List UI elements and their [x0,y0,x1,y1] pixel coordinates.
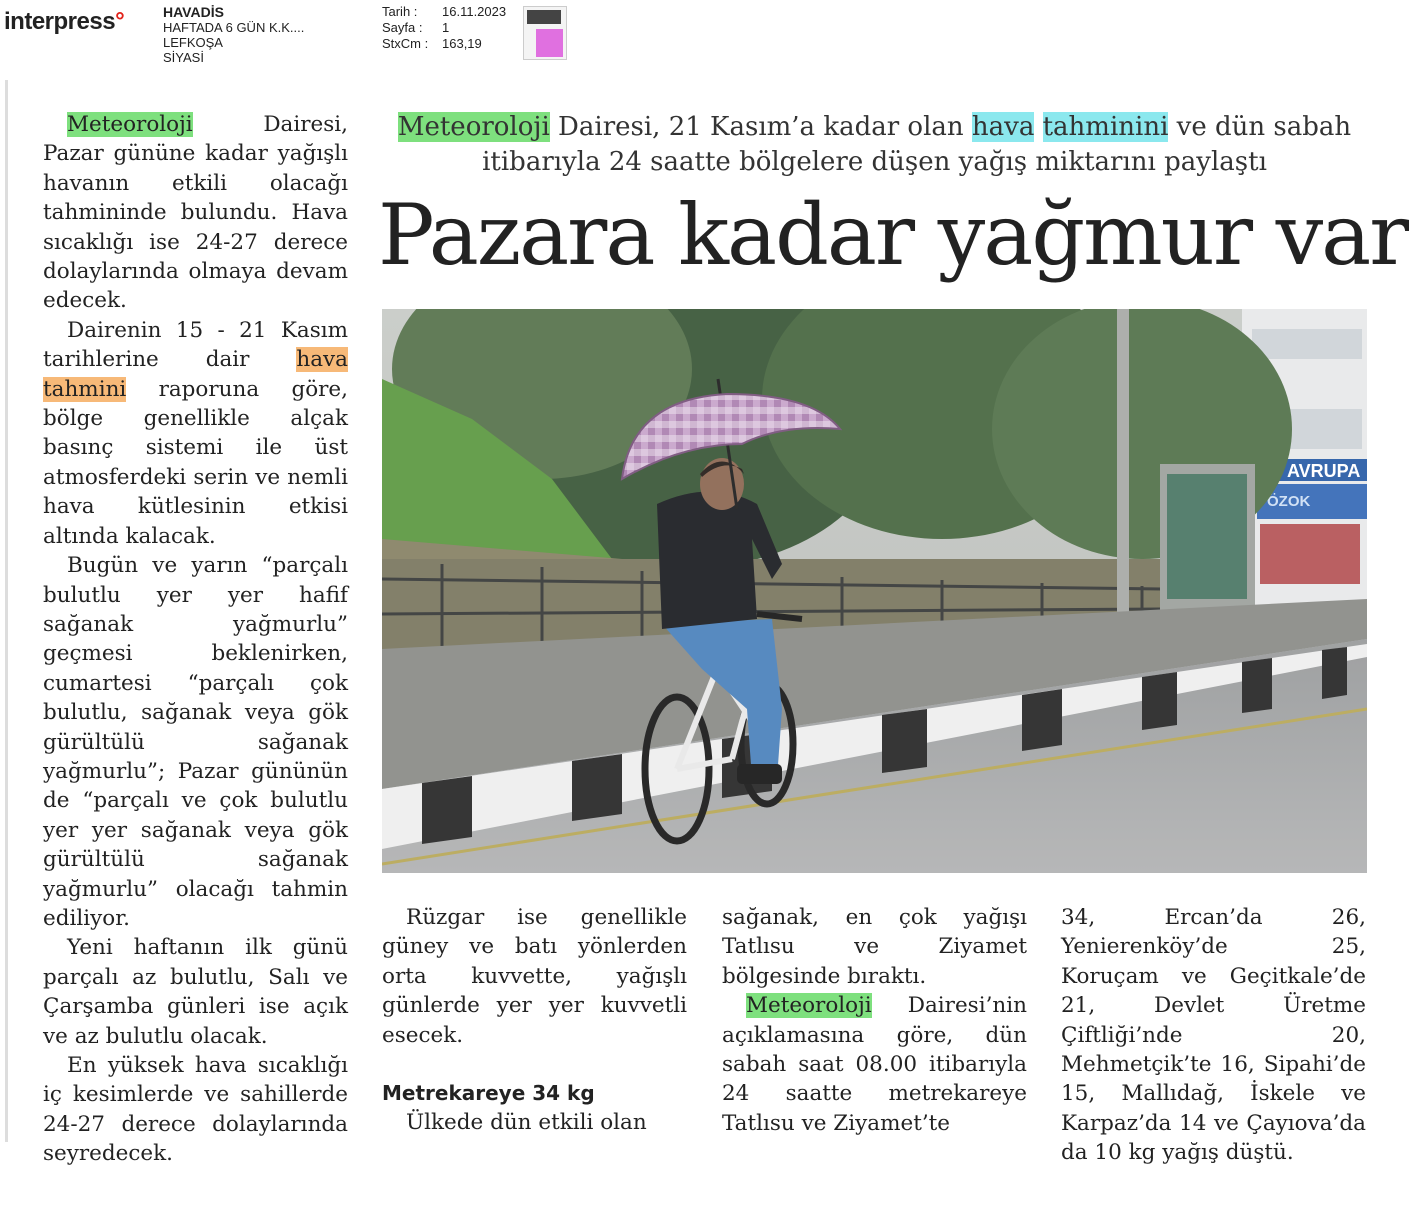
highlight-hava-tahmini: hava tahmini [43,347,348,402]
subhead-metrekareye: Metrekareye 34 kg [382,1081,595,1106]
size-label: StxCm : [382,36,429,51]
publication-name: HAVADİS [163,4,224,20]
photo-sign-text: AVRUPA [1287,461,1361,481]
left-paragraph-3: Bugün ve yarın “parçalı bulutlu yer yer hafif sağanak yağmurlu” geçmesi beklenirken, cumartesi “parçalı çok bulutlu, sağanak veya gök gürültülü sağanak yağmurlu”; Pazar gününün de “parçalı ve çok bulutlu yer yer sağanak veya gök gürültülü sağanak yağmurlu” olacağı tahmin ediliyor. [43,553,348,931]
cyclist-umbrella-image [382,309,1367,873]
left-border [5,80,8,1142]
logo-dot-icon: ° [115,8,125,35]
interpress-logo: interpress° [4,8,125,35]
publication-category: SİYASİ [163,50,204,65]
date-label: Tarih : [382,4,418,19]
col3-paragraph-1: sağanak, en çok yağışı Tatlısu ve Ziyamet bölgesinde bıraktı. [722,905,1027,989]
col2-paragraph-1: Rüzgar ise genellikle güney ve batı yönlerden orta kuvvette, yağışlı günlerde yer yer kuvvetli esecek. [382,905,687,1048]
size-value: 163,19 [442,36,482,51]
left-paragraph-2: Dairenin 15 - 21 Kasım tarihlerine dair hava tahmini raporuna göre, bölge genellikle alçak basınç sistemi ile üst atmosferdeki serin ve nemli hava kütlesinin etkisi altında kalacak. [43,317,348,549]
page-label: Sayfa : [382,20,423,35]
publication-frequency: HAFTADA 6 GÜN K.K.... [163,20,305,35]
clipping-header [0,0,1409,70]
page-thumbnail[interactable] [523,6,567,60]
article-photo [382,309,1367,873]
page-value: 1 [442,20,450,35]
highlight-meteoroloji: Meteoroloji [67,112,193,137]
highlight-meteoroloji-2: Meteoroloji [746,993,872,1019]
col2-paragraph-2: Ülkede dün etkili olan [406,1110,647,1136]
left-paragraph-4: Yeni haftanın ilk günü parçalı az bulutlu, Salı ve Çarşamba günleri ise açık ve az bulutlu olacak. [43,935,348,1049]
left-paragraph-1: Meteoroloji Dairesi, Pazar gününe kadar yağışlı havanın etkili olacağı tahmininde bulundu. Hava sıcaklığı ise 24-27 derece dolaylarında olmaya devam edecek. [43,112,348,314]
photo-sign-text-2: ÖZOK [1267,493,1311,510]
clipping-meta [382,4,506,52]
col4-paragraph-1: 34, Ercan’da 26, Yenierenköy’de 25, Koruçam ve Geçitkale’de 21, Devlet Üretme Çiftliği’nde 20, Mehmetçik’te 16, Sipahi’de 15, Mallıdağ, İskele ve Karpaz’da 14 ve Çayıova’da da 10 kg yağış düştü. [1061,905,1366,1166]
date-value: 16.11.2023 [442,4,507,19]
publication-city: LEFKOŞA [163,35,223,50]
article-kicker: Meteoroloji Dairesi, 21 Kasım’a kadar olan hava tahminini ve dün sabah itibarıyla 24 saatte bölgelere düşen yağış miktarını paylaştı [397,112,1352,177]
left-paragraph-5: En yüksek hava sıcaklığı iç kesimlerde ve sahillerde 24-27 derece dolaylarında seyredecek. [43,1053,348,1167]
column-4 [1061,903,1366,1168]
publication-info [163,5,304,65]
col3-paragraph-2: Meteoroloji Dairesi’nin açıklamasına göre, dün sabah saat 08.00 itibarıyla 24 saatte metrekareye Tatlısu ve Ziyamet’te [722,993,1027,1136]
left-column [43,110,348,1169]
article-headline: Pazara kadar yağmur var [378,186,1408,284]
column-2 [382,903,687,1138]
column-3 [722,903,1027,1138]
